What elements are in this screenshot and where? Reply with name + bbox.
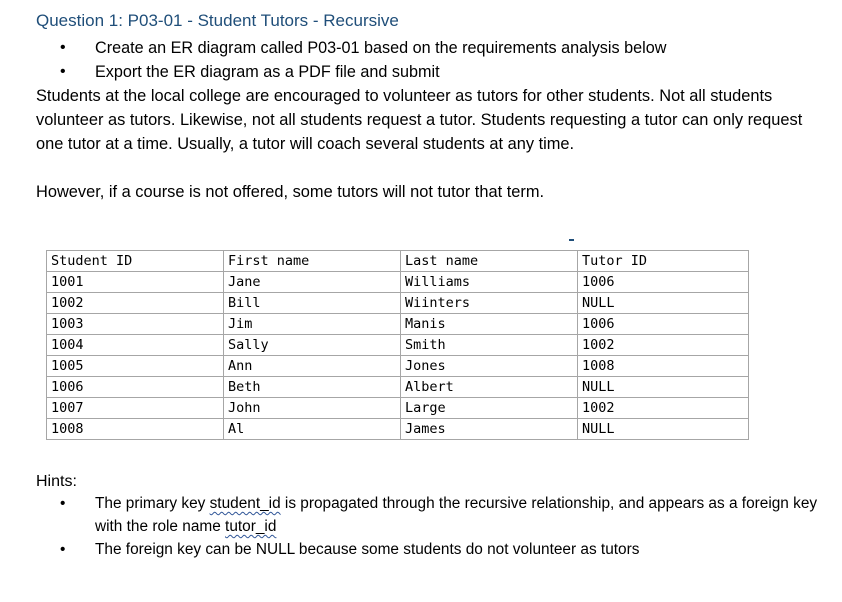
table-cell: Wiinters [401, 293, 578, 314]
table-row [47, 314, 749, 335]
table-cell: 1005 [47, 356, 224, 377]
table-cell: 1002 [47, 293, 224, 314]
table-cell: 1003 [47, 314, 224, 335]
bullet-icon: • [60, 541, 66, 558]
column-header: Last name [401, 251, 578, 272]
table-cell: NULL [578, 377, 749, 398]
hints-title: Hints: [36, 473, 77, 490]
table-row [47, 377, 749, 398]
table-cell: Al [224, 419, 401, 440]
table-cell: Jones [401, 356, 578, 377]
column-header: Student ID [47, 251, 224, 272]
table-cell: John [224, 398, 401, 419]
table-cell: 1001 [47, 272, 224, 293]
table-cell: Sally [224, 335, 401, 356]
bullet-icon: • [60, 63, 66, 80]
instruction-item: • Export the ER diagram as a PDF file and submit [60, 60, 666, 84]
table-cell: 1004 [47, 335, 224, 356]
table-cell: 1002 [578, 335, 749, 356]
table-cell: Smith [401, 335, 578, 356]
requirements-paragraph: Students at the local college are encouraged to volunteer as tutors for other students. Not all students volunteer as tutors. Likewise, not all students request a tutor. Students requesting a tutor can only request one tutor at a time. Usually, a tutor will coach several students at any time. [36, 87, 803, 154]
bullet-icon: • [60, 39, 66, 56]
instruction-list [60, 36, 666, 84]
table-cell: Ann [224, 356, 401, 377]
table-row [47, 356, 749, 377]
spellcheck-term: tutor_id [225, 518, 277, 535]
table-row [47, 419, 749, 440]
table-cell: Bill [224, 293, 401, 314]
student-tutor-table [46, 250, 749, 440]
table-cell: Beth [224, 377, 401, 398]
table-cell: Jane [224, 272, 401, 293]
question-heading: Question 1: P03-01 - Student Tutors - Recursive [36, 11, 399, 30]
table-cell: 1006 [47, 377, 224, 398]
table-cell: NULL [578, 293, 749, 314]
column-header: Tutor ID [578, 251, 749, 272]
table-cell: Williams [401, 272, 578, 293]
table-cell: Jim [224, 314, 401, 335]
table-cell: 1008 [578, 356, 749, 377]
table-row [47, 272, 749, 293]
requirements-paragraph-2: However, if a course is not offered, some tutors will not tutor that term. [36, 183, 545, 201]
table-row [47, 335, 749, 356]
table-cell: 1008 [47, 419, 224, 440]
table-cell: Albert [401, 377, 578, 398]
bullet-icon: • [60, 495, 66, 512]
hints-list [60, 492, 820, 561]
table-cell: 1007 [47, 398, 224, 419]
table-cell: 1006 [578, 272, 749, 293]
spellcheck-term: student_id [209, 495, 281, 512]
table-cell: 1006 [578, 314, 749, 335]
table-header-row [47, 251, 749, 272]
table-cell: NULL [578, 419, 749, 440]
table-row [47, 398, 749, 419]
hint-item: • The foreign key can be NULL because some students do not volunteer as tutors [60, 538, 820, 561]
instruction-item: • Create an ER diagram called P03-01 based on the requirements analysis below [60, 36, 666, 60]
table-row [47, 293, 749, 314]
table-cell: Manis [401, 314, 578, 335]
column-header: First name [224, 251, 401, 272]
table-cell: 1002 [578, 398, 749, 419]
text-cursor-mark [569, 239, 574, 241]
hint-item: • The primary key student_id is propagated through the recursive relationship, and appears as a foreign key with the role name tutor_id [60, 492, 820, 538]
table-cell: Large [401, 398, 578, 419]
table-cell: James [401, 419, 578, 440]
